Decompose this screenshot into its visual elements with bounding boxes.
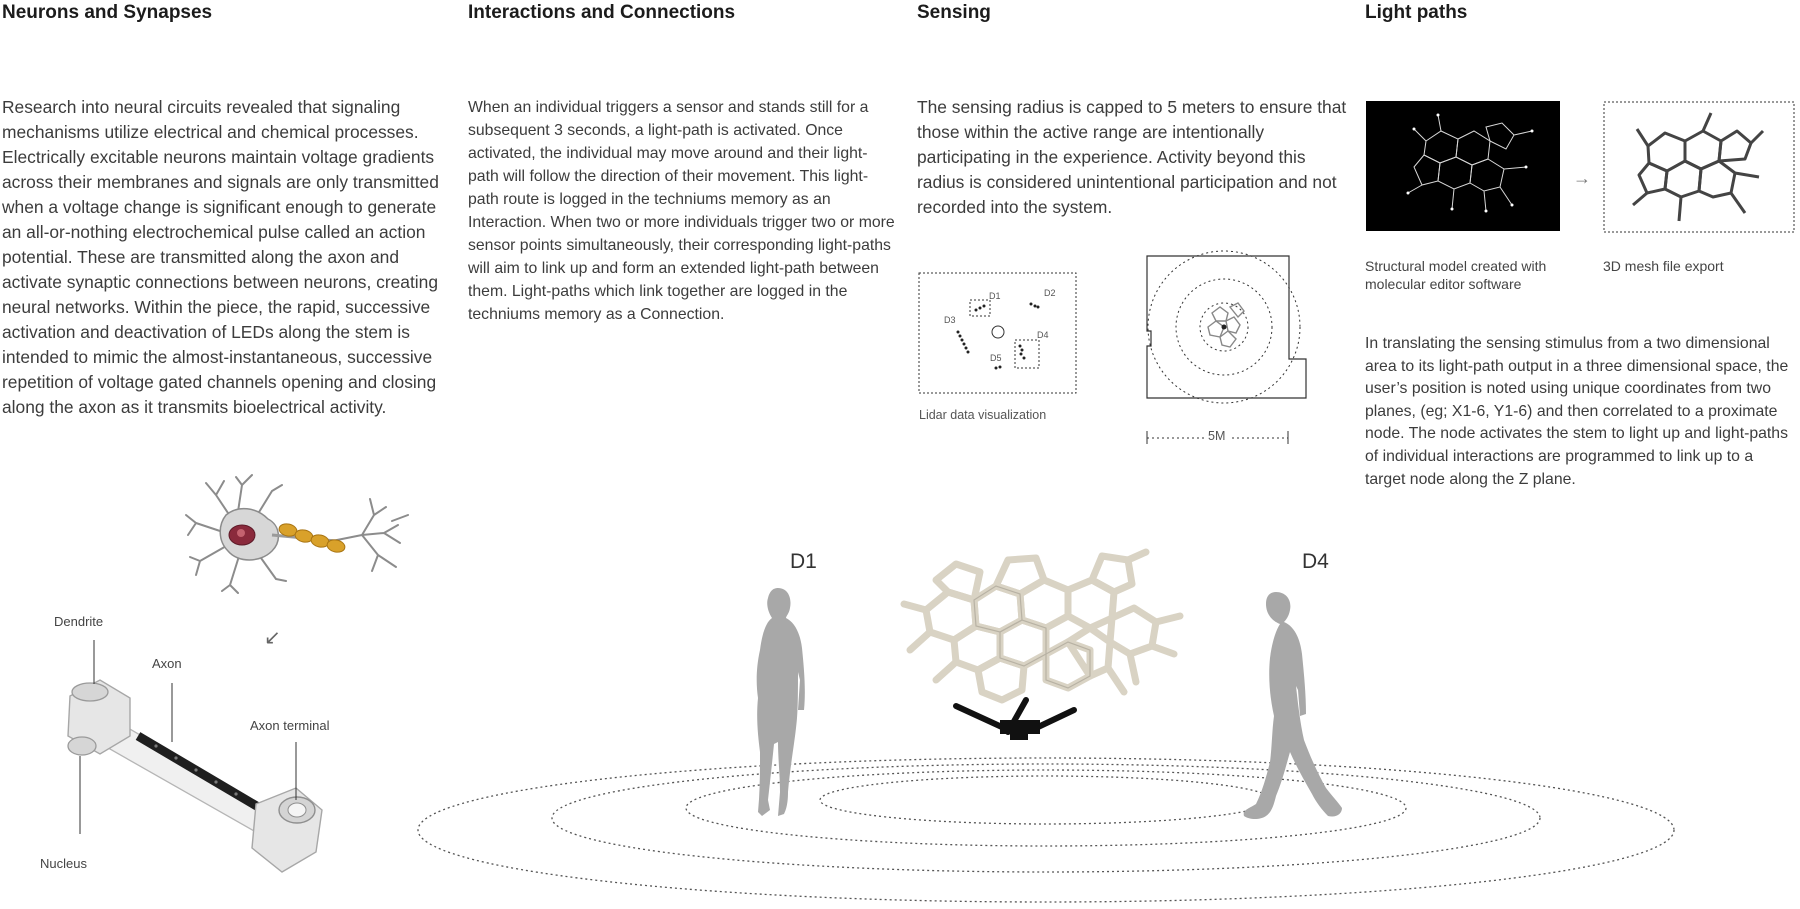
caption-mesh-export: 3D mesh file export [1603, 258, 1724, 274]
light-paths-body: In translating the sensing stimulus from a two dimensional area to its light-path output in a three dimensional space, the user’s position is noted using unique coordinates from two planes, (eg; X1-6, Y1-6) and then correlated to a proximate node. The node activates the stem to light up and light-paths of individual interactions are programmed to link up to a target node along the Z plane. [1365, 335, 1789, 488]
interactions-body: When an individual triggers a sensor and stands still for a subsequent 3 seconds, a light-path is activated. Once activated, the individual may move around and their light-path will follow the direction of their movement. This light-path route is logged in the techniums memory as an Interaction. When two or more individuals trigger two or more sensor points simultaneously, their corresponding light-paths will aim to link up and form an extended light-path between them. Light-paths which link together are logged in the techniums memory as a Connection. [468, 99, 895, 323]
sculpture-illustration [896, 550, 1196, 740]
sensing-body: The sensing radius is capped to 5 meters to ensure that those within the active range are intentionally participating in the experience. Activity beyond this radius is considered unintentional participation and not recorded into the system. [917, 97, 1347, 217]
down-left-arrow: ↙ [264, 627, 281, 649]
heading-interactions: Interactions and Connections [468, 2, 736, 23]
radius-label: 5M [1204, 429, 1229, 443]
heading-light-paths: Light paths [1365, 2, 1468, 23]
label-axon: Axon [152, 656, 182, 671]
heading-neurons: Neurons and Synapses [2, 2, 213, 23]
person-right-silhouette [1236, 590, 1348, 830]
label-axon-terminal: Axon terminal [250, 718, 330, 733]
heading-sensing: Sensing [917, 2, 991, 23]
lidar-caption: Lidar data visualization [919, 408, 1047, 422]
label-dendrite: Dendrite [54, 614, 104, 629]
scene-tag-d4: D4 [1302, 550, 1329, 573]
caption-structural-model: Structural model created with molecular editor software [1365, 258, 1547, 292]
lidar-label-d3: D3 [944, 315, 956, 325]
label-nucleus: Nucleus [40, 856, 87, 871]
neurons-body: Research into neural circuits revealed that signaling mechanisms utilize electrical and chemical processes. Electrically excitable neurons maintain voltage gradients across their membranes and signals are only transmitted when a voltage change is significant enough to generate an all-or-nothing electrochemical pulse called an action potential. These are transmitted along the axon and activate synaptic connections between neurons, creating neural networks. Within the piece, the rapid, successive activation and deactivation of LEDs along the stem is intended to mimic the almost-instantaneous, successive repetition of voltage gated channels opening and closing along the axon as it transmits bioelectrical activity. [2, 97, 439, 417]
person-left-silhouette [748, 586, 814, 822]
lidar-label-d5: D5 [990, 353, 1002, 363]
lidar-label-d2: D2 [1044, 288, 1056, 298]
lidar-label-d1: D1 [989, 291, 1001, 301]
lidar-label-d4: D4 [1037, 330, 1049, 340]
scene-tag-d1: D1 [790, 550, 817, 573]
export-arrow: → [1573, 168, 1591, 188]
